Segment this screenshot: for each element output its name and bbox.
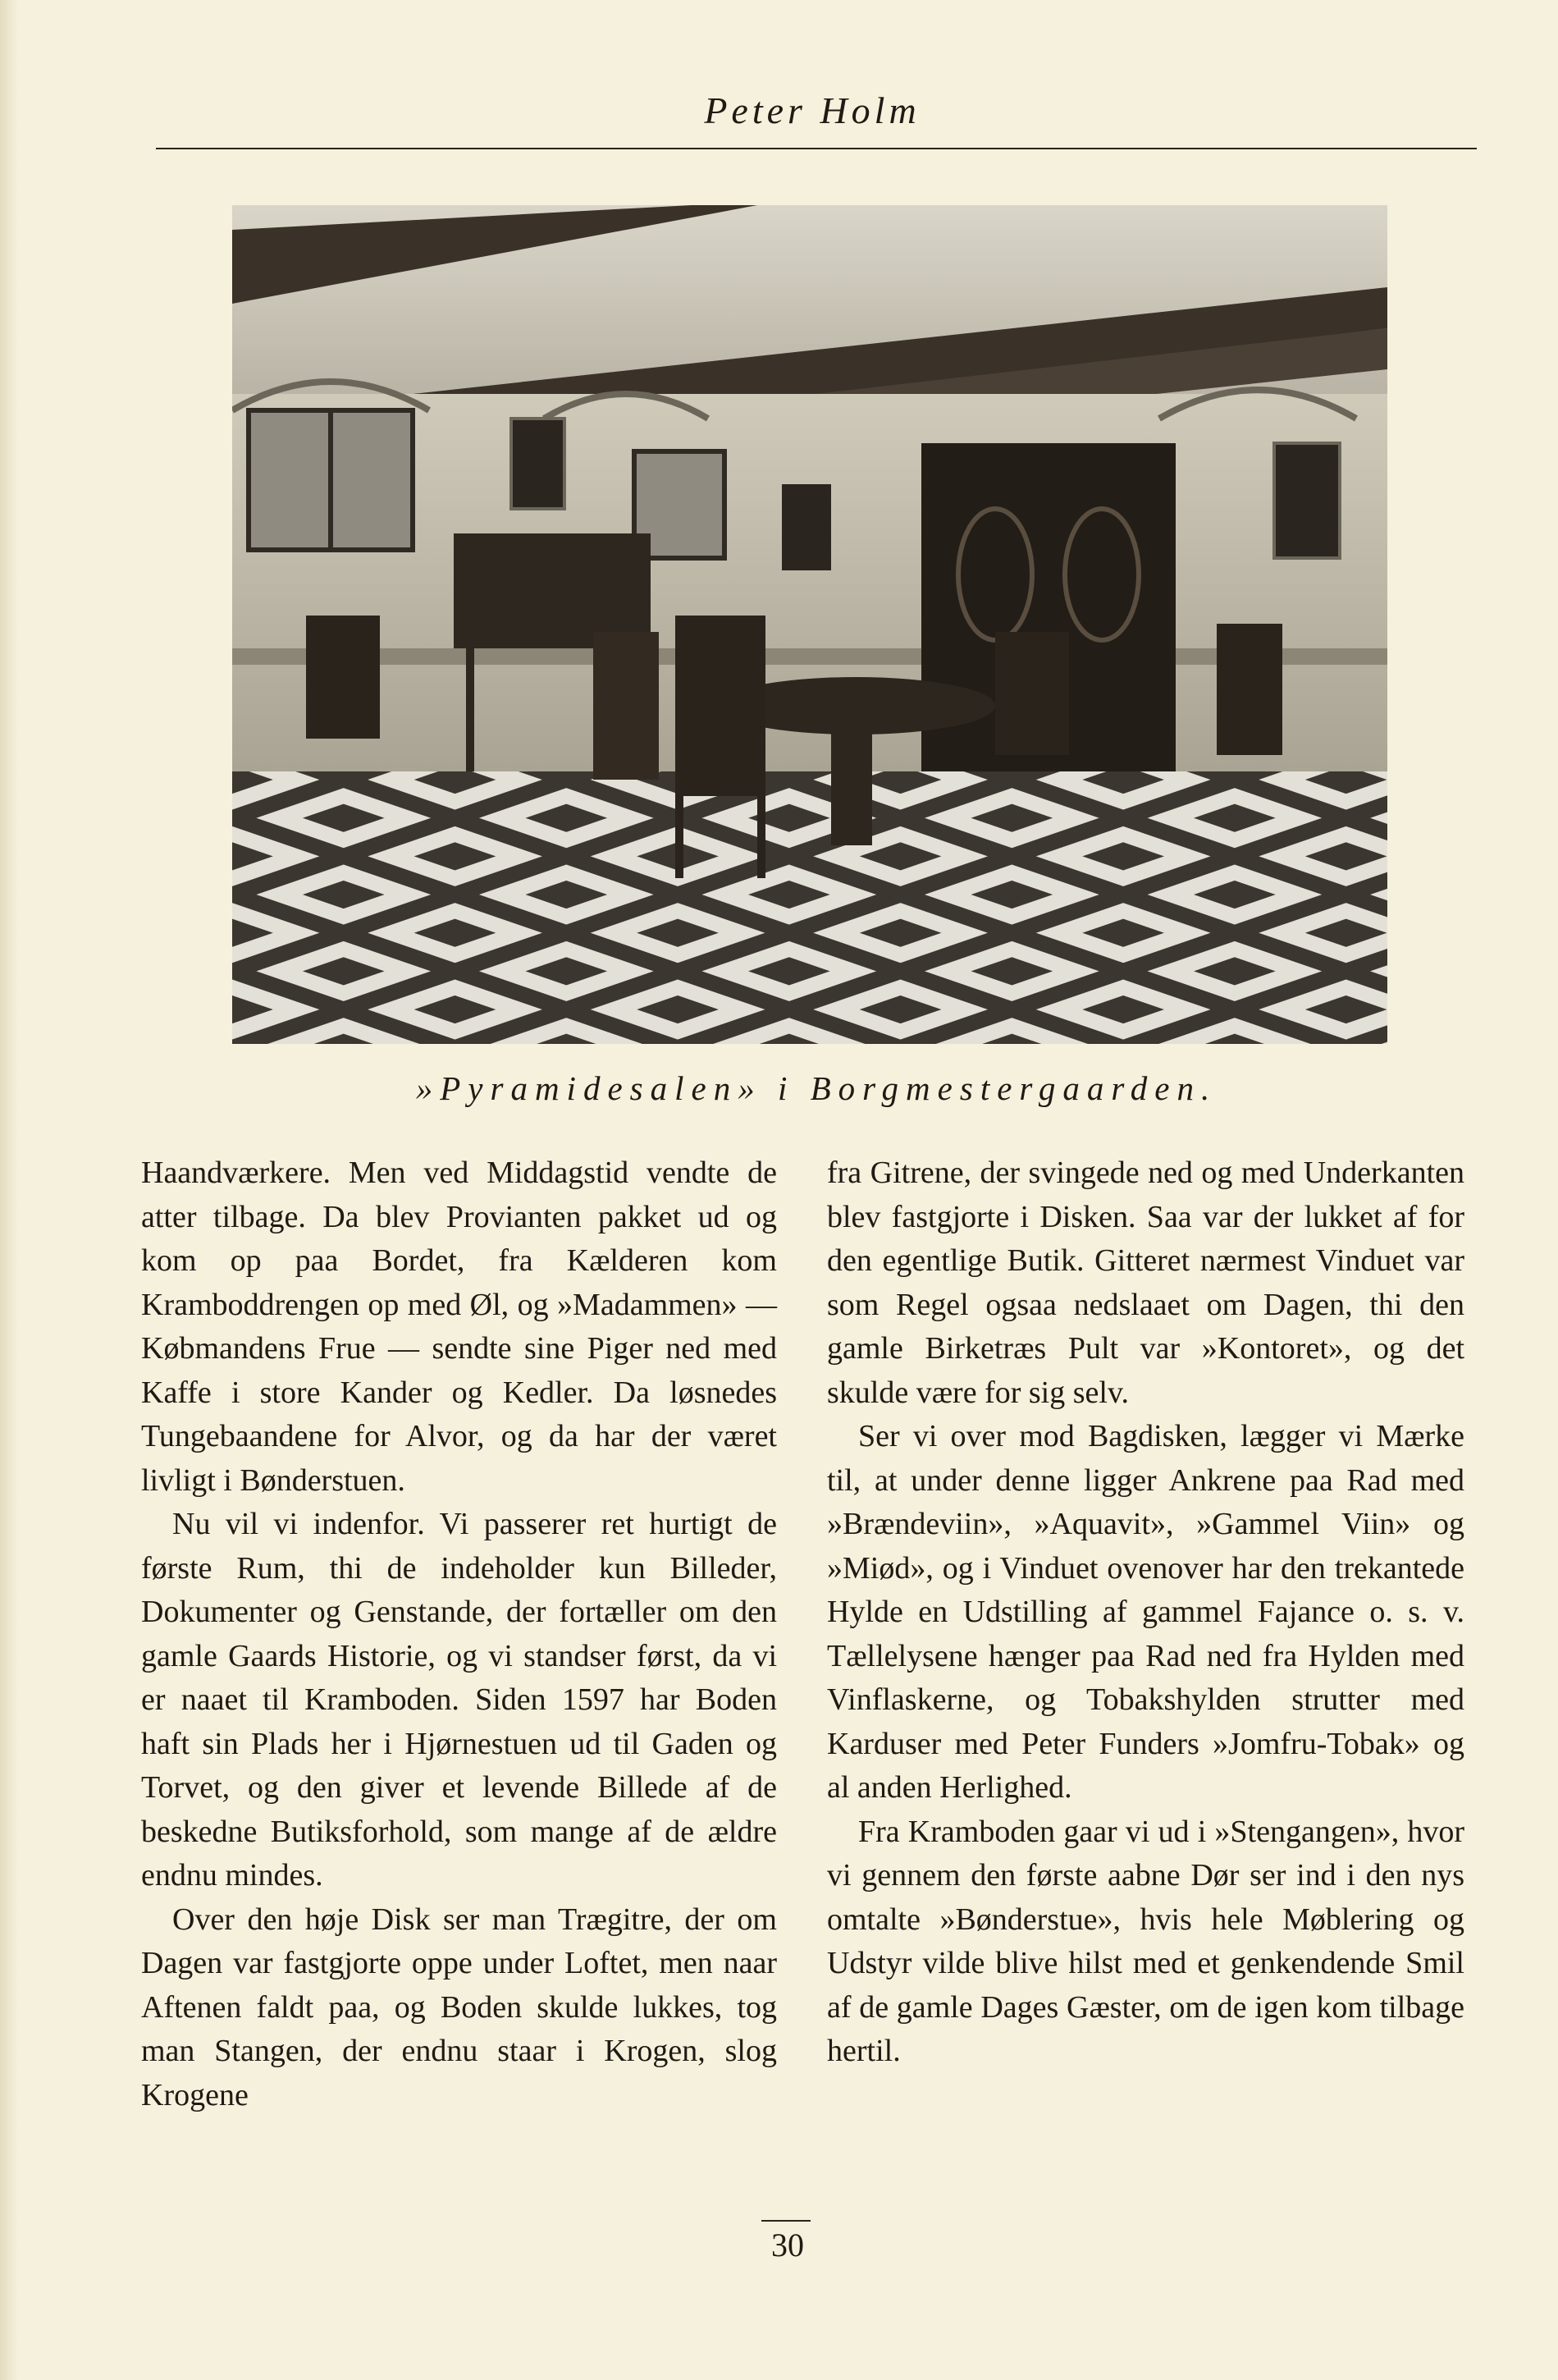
page-edge-shadow	[0, 0, 18, 2380]
photograph-pyramid-hall	[232, 205, 1387, 1044]
figure-caption: »Pyramidesalen» i Borgmestergaarden.	[415, 1069, 1218, 1107]
paragraph: Haandværkere. Men ved Middagstid vendte de atter tilbage. Da blev Provianten pakket ud og kom op paa Bordet, fra Kælderen kom Kramboddrengen op med Øl, og »Madammen» — Købmandens Frue — sendte sine Piger ned med Kaffe i store Kander og Kedler. Da løsnedes Tungebaandene for Alvor, og da har der været livligt i Bønderstuen.	[141, 1156, 777, 1498]
paragraph: fra Gitrene, der svingede ned og med Underkanten blev fastgjorte i Disken. Saa var der lukket af for den egentlige Butik. Gitteret nærmest Vinduet var som Regel ogsaa nedslaaet om Dagen, thi den gamle Birketræs Pult var »Kontoret», og det skulde være for sig selv.	[827, 1156, 1464, 1410]
paragraph: Ser vi over mod Bagdisken, lægger vi Mærke til, at under denne ligger Ankrene paa Rad med »Brændeviin», »Aquavit», »Gammel Viin» og »Miød», og i Vinduet ovenover har den trekantede Hylde en Udstilling af gammel Fajance o. s. v. Tællelysene hænger paa Rad ned fra Hylden med Vinflaskerne, og Tobakshylden strutter med Karduser med Peter Funders »Jomfru-Tobak» og al anden Herlighed.	[827, 1419, 1464, 1805]
photograph-illustration	[232, 205, 1387, 1044]
page-number: 30	[771, 2227, 804, 2263]
text-column-right	[827, 1151, 1464, 2074]
header-rule	[156, 148, 1477, 149]
paragraph: Fra Kramboden gaar vi ud i »Stengangen», hvor vi gennem den første aabne Dør ser ind i den nys omtalte »Bønderstue», hvis hele Møblering og Udstyr vilde blive hilst med et genkendende Smil af de gamle Dages Gæster, om de igen kom tilbage hertil.	[827, 1814, 1464, 2068]
paragraph: Over den høje Disk ser man Trægitre, der om Dagen var fastgjorte oppe under Loftet, men naar Aftenen faldt paa, og Boden skulde lukkes, tog man Stangen, der endnu staar i Krogen, slog Krogene	[141, 1902, 777, 2112]
paragraph: Nu vil vi indenfor. Vi passerer ret hurtigt de første Rum, thi de indeholder kun Billeder, Dokumenter og Genstande, der fortæller om den gamle Gaards Historie, og vi standser først, da vi er naaet til Kramboden. Siden 1597 har Boden haft sin Plads her i Hjørnestuen ud til Gaden og Torvet, og den giver et levende Billede af de beskedne Butiksforhold, som mange af de ældre endnu mindes.	[141, 1507, 777, 1893]
running-head: Peter Holm	[704, 89, 921, 131]
text-column-left	[141, 1151, 777, 2117]
folio-rule	[761, 2220, 811, 2222]
